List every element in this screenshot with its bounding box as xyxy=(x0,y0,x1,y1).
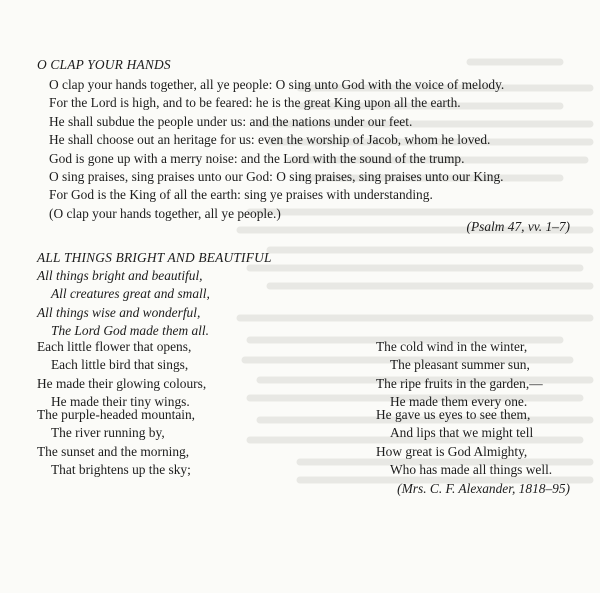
psalm-title: O CLAP YOUR HANDS xyxy=(37,57,171,72)
verse-line: The ripe fruits in the garden,— xyxy=(376,375,543,391)
hymn-verse-left-2 xyxy=(37,406,195,480)
hymn-chorus xyxy=(37,267,210,341)
verse-line: The river running by, xyxy=(51,425,165,441)
verse-line: He made their glowing colours, xyxy=(37,375,207,391)
psalm-verse: For the Lord is high, and to be feared: he is the great King upon all the earth. xyxy=(49,95,461,111)
psalm-verse: He shall subdue the people under us: and the nations under our feet. xyxy=(49,113,413,129)
verse-line: He made their tiny wings. xyxy=(51,394,190,410)
verse-line: And lips that we might tell xyxy=(390,425,534,441)
verse-line: How great is God Almighty, xyxy=(376,443,528,459)
verse-line: He gave us eyes to see them, xyxy=(376,407,531,422)
psalm-verse-text: O clap your hands together, all ye people: O sing unto God with the voice of melody. xyxy=(49,77,505,92)
psalm-verse: (O clap your hands together, all ye people.) xyxy=(49,205,281,221)
verse-line: Each little flower that opens, xyxy=(37,339,192,354)
verse-line: The cold wind in the winter, xyxy=(376,339,528,354)
verse-line: The purple-headed mountain, xyxy=(37,407,196,422)
psalm-verse: O sing praises, sing praises unto our God: O sing praises, sing praises unto our King. xyxy=(49,169,504,185)
hymn-citation: (Mrs. C. F. Alexander, 1818–95) xyxy=(397,481,570,496)
hymn-title: ALL THINGS BRIGHT AND BEAUTIFUL xyxy=(37,250,272,265)
verse-line: He made them every one. xyxy=(390,394,528,410)
chorus-line: All things wise and wonderful, xyxy=(37,304,201,320)
psalm-verse: He shall choose out an heritage for us: even the worship of Jacob, whom he loved. xyxy=(49,132,491,148)
verse-line: Who has made all things well. xyxy=(390,462,553,478)
verse-line: That brightens up the sky; xyxy=(51,462,191,478)
psalm-citation: (Psalm 47, vv. 1–7) xyxy=(466,219,570,234)
psalm-verse: God is gone up with a merry noise: and the Lord with the sound of the trump. xyxy=(49,150,465,166)
verse-line: The pleasant summer sun, xyxy=(390,357,530,373)
psalm-verse xyxy=(37,76,577,94)
psalm-verse: For God is the King of all the earth: sing ye praises with understanding. xyxy=(49,187,433,203)
chorus-line: All things bright and beautiful, xyxy=(37,268,203,283)
verse-line: The sunset and the morning, xyxy=(37,443,190,459)
verse-line: Each little bird that sings, xyxy=(51,357,189,373)
chorus-line: The Lord God made them all. xyxy=(51,323,209,339)
chorus-line: All creatures great and small, xyxy=(51,286,210,302)
hymn-verse-left-1 xyxy=(37,338,206,412)
hymn-verse-right-1 xyxy=(376,338,543,412)
hymn-verse-right-2 xyxy=(376,406,552,480)
psalm-verses xyxy=(37,76,577,223)
